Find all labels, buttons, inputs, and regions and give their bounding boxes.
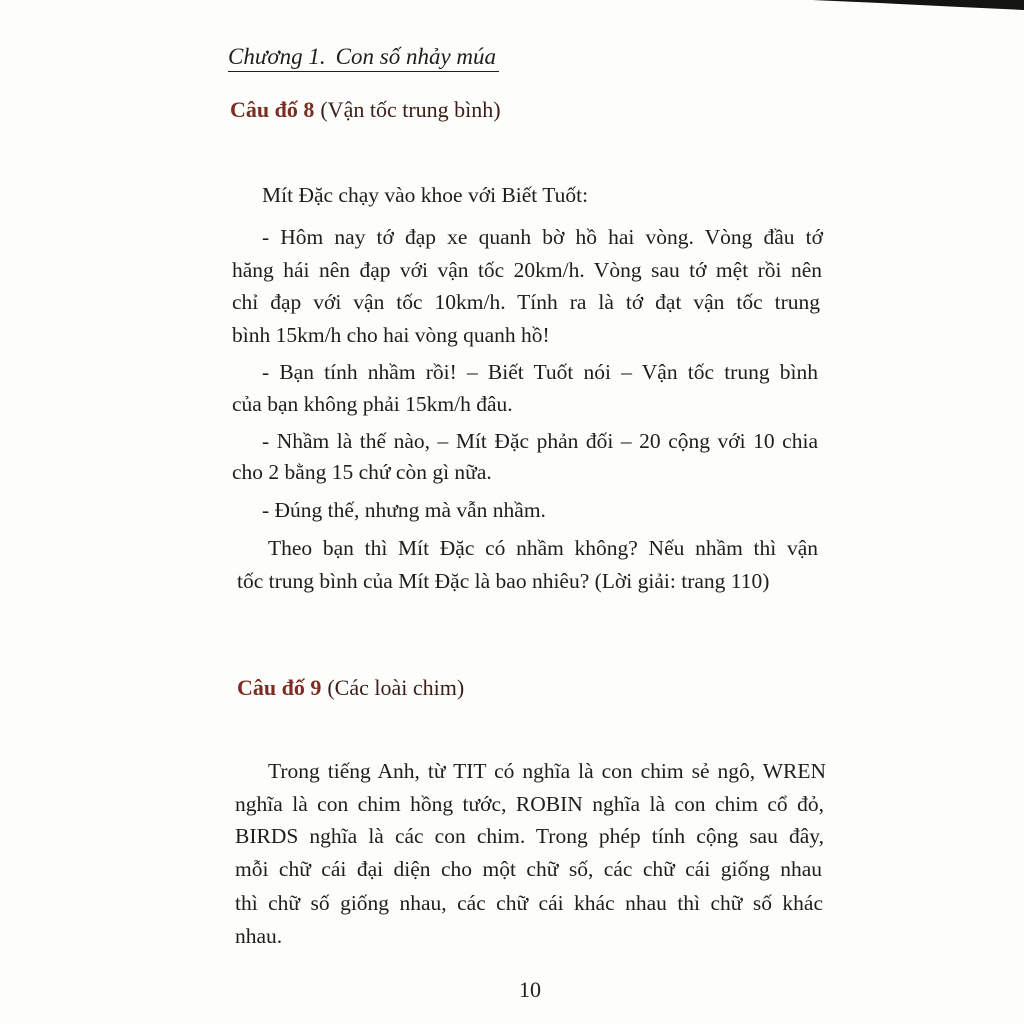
puzzle-9-line: nghĩa là con chim hồng tước, ROBIN nghĩa là con chim cổ đỏ, — [235, 792, 824, 816]
puzzle-8-line: Theo bạn thì Mít Đặc có nhầm không? Nếu nhầm thì vận — [268, 536, 818, 560]
puzzle-9-line: nhau. — [235, 924, 283, 948]
page-corner-shadow — [0, 0, 1024, 40]
puzzle-8-line: - Nhầm là thế nào, – Mít Đặc phản đối – 20 cộng với 10 chia — [262, 429, 818, 453]
chapter-number: Chương 1. — [228, 44, 326, 69]
puzzle-8-line: - Bạn tính nhầm rồi! – Biết Tuốt nói – Vận tốc trung bình — [262, 360, 818, 384]
puzzle-8-label: Câu đố 8 — [230, 97, 315, 122]
puzzle-8-line: Mít Đặc chạy vào khoe với Biết Tuốt: — [262, 183, 589, 207]
puzzle-8-heading — [230, 95, 501, 125]
puzzle-9-line: thì chữ số giống nhau, các chữ cái khác nhau thì chữ số khác — [235, 891, 823, 915]
chapter-title: Con số nhảy múa — [335, 44, 497, 69]
page-number: 10 — [519, 977, 541, 1002]
puzzle-8-line: bình 15km/h cho hai vòng quanh hồ! — [232, 323, 550, 347]
puzzle-9-heading — [237, 673, 464, 703]
puzzle-8-line: chỉ đạp với vận tốc 10km/h. Tính ra là tớ đạt vận tốc trung — [232, 290, 820, 314]
chapter-header — [228, 42, 496, 72]
header-underline — [228, 71, 499, 72]
puzzle-9-line: mỗi chữ cái đại diện cho một chữ số, các chữ cái giống nhau — [235, 857, 822, 881]
puzzle-8-line: - Hôm nay tớ đạp xe quanh bờ hồ hai vòng. Vòng đầu tớ — [262, 225, 823, 249]
puzzle-8-topic: (Vận tốc trung bình) — [320, 97, 501, 122]
puzzle-9-label: Câu đố 9 — [237, 675, 322, 700]
puzzle-8-line: hăng hái nên đạp với vận tốc 20km/h. Vòng sau tớ mệt rồi nên — [232, 258, 822, 282]
puzzle-8-line: cho 2 bằng 15 chứ còn gì nữa. — [232, 460, 492, 484]
puzzle-8-line: của bạn không phải 15km/h đâu. — [232, 392, 513, 416]
puzzle-8-line: tốc trung bình của Mít Đặc là bao nhiêu? (Lời giải: trang 110) — [237, 569, 770, 593]
puzzle-9-line: Trong tiếng Anh, từ TIT có nghĩa là con chim sẻ ngô, WREN — [268, 759, 826, 783]
puzzle-9-line: BIRDS nghĩa là các con chim. Trong phép tính cộng sau đây, — [235, 824, 824, 848]
puzzle-8-line: - Đúng thế, nhưng mà vẫn nhầm. — [262, 498, 546, 522]
puzzle-9-topic: (Các loài chim) — [327, 675, 465, 700]
